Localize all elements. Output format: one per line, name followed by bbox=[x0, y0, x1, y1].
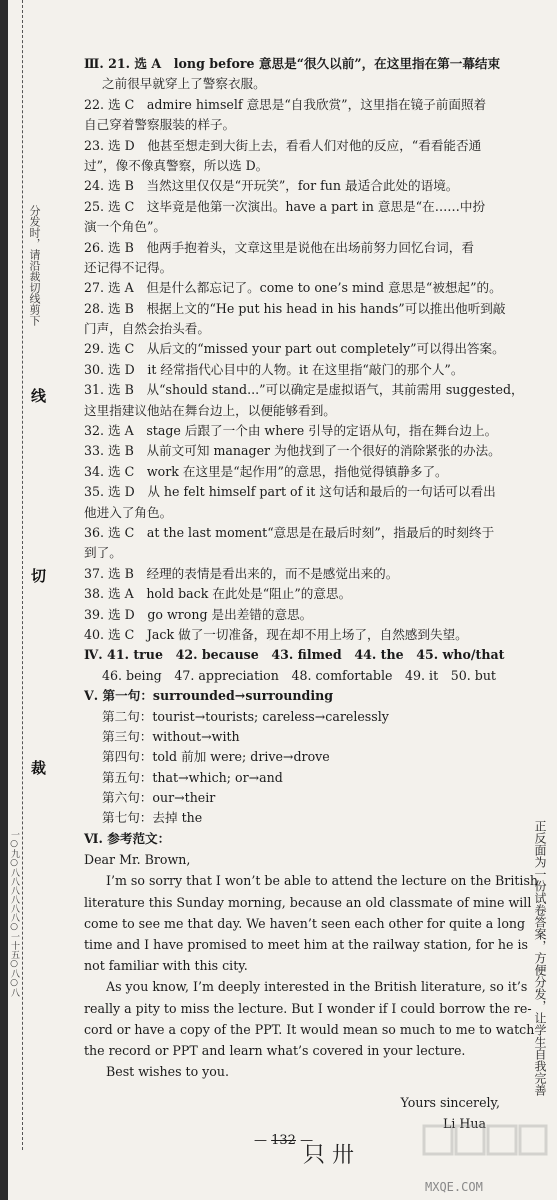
letter-line: really a pity to miss the lecture. But I wonder if I could borrow the re- bbox=[84, 1000, 532, 1016]
answer-line: 32. 选 A stage 后跟了一个由 where 引导的定语从句，指在舞台边上。 bbox=[84, 423, 498, 439]
handwriting-scribble: 只 卅 bbox=[303, 1143, 354, 1168]
answer-line: 37. 选 B 经理的表情是看出来的，而不是感觉出来的。 bbox=[84, 565, 399, 581]
letter-line: literature this Sunday morning, because an old classmate of mine will bbox=[84, 894, 532, 910]
letter-line: come to see me that day. We haven’t seen each other for quite a long bbox=[84, 915, 526, 931]
answer-line: 29. 选 C 从后文的“missed your part out completely”可以得出答案。 bbox=[84, 341, 505, 357]
answer-line: 第三句：without→with bbox=[102, 728, 240, 744]
answer-line: 25. 选 C 这毕竟是他第一次演出。have a part in 意思是“在……中扮 bbox=[84, 198, 486, 214]
letter-closing: Best wishes to you. bbox=[106, 1064, 229, 1080]
answer-line: 过”，像不像真警察，所以选 D。 bbox=[84, 157, 269, 173]
answer-line: 40. 选 C Jack 做了一切准备，现在却不用上场了，自然感到失望。 bbox=[84, 626, 468, 642]
letter-line: time and I have promised to meet him at the railway station, for he is bbox=[84, 936, 528, 952]
answer-line: 27. 选 A 但是什么都忘记了。come to one’s mind 意思是“被想起”的。 bbox=[84, 280, 502, 296]
answer-line: 第二句：tourist→tourists; careless→carelessly bbox=[102, 708, 389, 724]
binding-char-qie: 切 bbox=[29, 568, 47, 583]
answer-line: 30. 选 D it 经常指代心目中的人物。it 在这里指“敲门的那个人”。 bbox=[84, 361, 464, 377]
cut-instruction: 分发时，请沿裁切线剪下 bbox=[28, 205, 41, 326]
answer-line: 第五句：that→which; or→and bbox=[102, 769, 283, 785]
answer-line: 第四句：told 前加 were; drive→drove bbox=[102, 749, 330, 765]
answer-line: Ⅴ. 第一句：surrounded→surrounding bbox=[84, 688, 334, 704]
answer-line: 第六句：our→their bbox=[102, 790, 216, 806]
answer-line: 之前很早就穿上了警察衣服。 bbox=[102, 76, 266, 92]
answer-line: 35. 选 D 从 he felt himself part of it 这句话和最后的一句话可以看出 bbox=[84, 484, 496, 500]
cut-line bbox=[22, 0, 23, 1150]
binding-char-xian: 线 bbox=[29, 388, 47, 403]
answer-line: 39. 选 D go wrong 是出差错的意思。 bbox=[84, 606, 313, 622]
page-number: — 132 — bbox=[254, 1133, 314, 1148]
letter-line: not familiar with this city. bbox=[84, 958, 248, 974]
answer-line: 28. 选 B 根据上文的“He put his head in his hands”可以推出他听到敲 bbox=[84, 300, 506, 316]
page-number-value: 132 bbox=[271, 1133, 296, 1148]
answer-line: 33. 选 B 从前文可知 manager 为他找到了一个很好的消除紧张的办法。 bbox=[84, 443, 501, 459]
letter-greeting: Dear Mr. Brown, bbox=[84, 852, 191, 868]
answer-line: Ⅳ. 41. true 42. because 43. filmed 44. the 45. who/that bbox=[84, 647, 505, 663]
side-small-text: 一○九○八八八八八八○一十五○八○八 bbox=[9, 830, 19, 997]
answer-line: 46. being 47. appreciation 48. comfortable 49. it 50. but bbox=[102, 667, 496, 683]
letter-line: cord or have a copy of the PPT. It would mean so much to me to watch bbox=[84, 1021, 535, 1037]
binding-char-cai: 裁 bbox=[29, 760, 47, 775]
answer-line: Ⅲ. 21. 选 A long before 意思是“很久以前”，在这里指在第一幕结束 bbox=[84, 56, 501, 71]
letter-signature: Li Hua bbox=[443, 1116, 486, 1132]
answer-line: 26. 选 B 他两手抱着头，文章这里是说他在出场前努力回忆台词，看 bbox=[84, 239, 474, 255]
answer-line: 23. 选 D 他甚至想走到大街上去，看看人们对他的反应，“看看能否通 bbox=[84, 137, 482, 153]
letter-sign-off: Yours sincerely, bbox=[400, 1095, 500, 1111]
answer-line: 自己穿着警察服装的样子。 bbox=[84, 117, 236, 133]
answer-line: 36. 选 C at the last moment“意思是在最后时刻”，指最后的时刻终于 bbox=[84, 524, 495, 540]
letter-line: As you know, I’m deeply interested in the British literature, so it’s bbox=[106, 979, 528, 995]
answer-line: 这里指建议他站在舞台边上，以便能够看到。 bbox=[84, 402, 336, 418]
answer-line: 演一个角色”。 bbox=[84, 219, 167, 235]
answer-line: 门声，自然会抬头看。 bbox=[84, 321, 210, 337]
answer-line: 还记得不记得。 bbox=[84, 259, 173, 275]
binding-margin bbox=[0, 0, 50, 1200]
answer-line: 34. 选 C work 在这里是“起作用”的意思，指他觉得镇静多了。 bbox=[84, 463, 448, 479]
letter-line: I’m so sorry that I won’t be able to attend the lecture on the British bbox=[106, 873, 539, 889]
answer-line: 他进入了角色。 bbox=[84, 504, 173, 520]
section-heading: Ⅵ. 参考范文： bbox=[84, 830, 171, 846]
answer-line: 第七句：去掉 the bbox=[102, 810, 203, 826]
right-margin-note: 正反面为一份试卷答案，方便分发，让学生自我完善 bbox=[533, 820, 547, 1096]
watermark-text: MXQE.COM bbox=[425, 1180, 483, 1194]
sample-letter bbox=[84, 849, 539, 1134]
answer-line: 22. 选 C admire himself 意思是“自我欣赏”，这里指在镜子前面照着 bbox=[84, 96, 487, 112]
answer-line: 31. 选 B 从“should stand...”可以确定是虚拟语气，其前需用 suggested， bbox=[84, 382, 524, 398]
answer-line: 到了。 bbox=[84, 545, 122, 561]
answer-line: 38. 选 A hold back 在此处是“阻止”的意思。 bbox=[84, 586, 352, 602]
answer-line: 24. 选 B 当然这里仅仅是“开玩笑”，for fun 最适合此处的语境。 bbox=[84, 178, 459, 194]
letter-line: the record or PPT and learn what’s covered in your lecture. bbox=[84, 1042, 466, 1058]
answer-key bbox=[84, 54, 539, 1135]
